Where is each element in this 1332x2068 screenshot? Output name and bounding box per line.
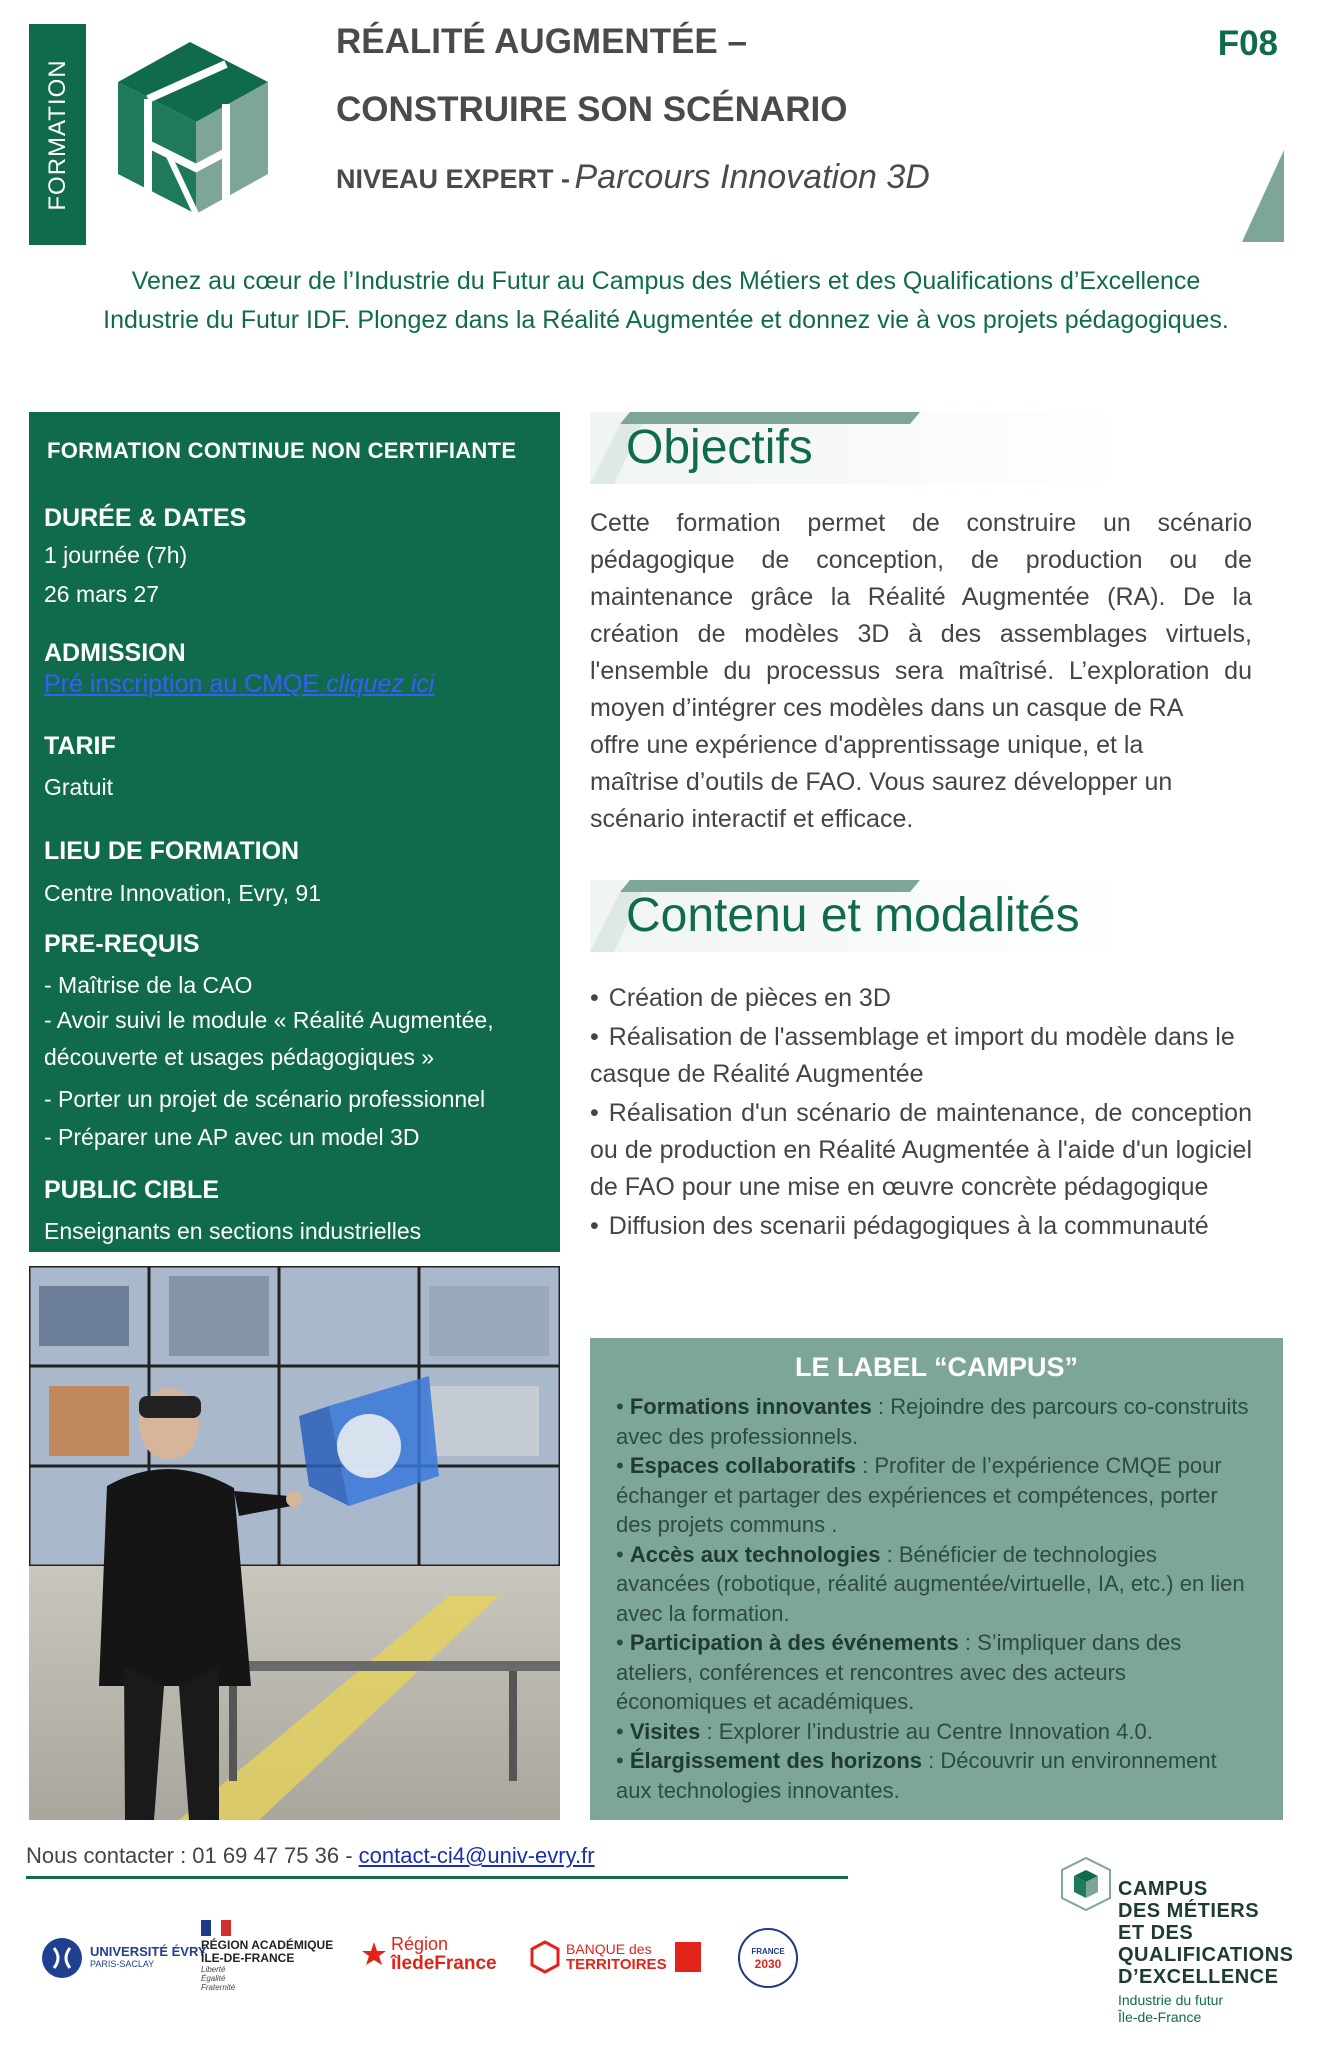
tarif-heading: TARIF <box>44 732 116 760</box>
objectifs-line: maîtrise d’outils de FAO. Vous saurez développer un <box>590 768 1173 796</box>
objectifs-line: pédagogique de conception, de production ou de <box>590 546 1252 574</box>
region-idf-line-1: Région <box>391 1934 449 1954</box>
title-line-1: RÉALITÉ AUGMENTÉE – <box>336 22 747 61</box>
lieu-heading: LIEU DE FORMATION <box>44 837 300 865</box>
cmqe-line: D’EXCELLENCE <box>1118 1966 1279 1988</box>
course-code: F08 <box>1217 24 1278 63</box>
public-heading: PUBLIC CIBLE <box>44 1176 219 1204</box>
cmqe-logo <box>1058 1856 1328 2066</box>
objectifs-line: moyen d’intégrer ces modèles dans un casque de RA <box>590 694 1184 722</box>
objectifs-heading: Objectifs <box>626 421 813 474</box>
label-item: • Visites : Explorer l’industrie au Centre Innovation 4.0. <box>616 1718 1153 1744</box>
cmqe-subtitle <box>1118 1992 1223 2026</box>
level-label: NIVEAU EXPERT - <box>336 164 571 194</box>
motto-egalite: Égalité <box>201 1974 226 1983</box>
tarif-value: Gratuit <box>44 774 114 800</box>
label-campus-list <box>616 1392 1256 1805</box>
region-acad-line-1: RÉGION ACADÉMIQUE <box>201 1938 334 1952</box>
intro-paragraph <box>40 262 1292 340</box>
cmqe-line: DES MÉTIERS <box>1118 1900 1260 1922</box>
motto-fraternite: Fraternité <box>201 1983 236 1992</box>
banque-line-2: TERRITOIRES <box>566 1956 667 1973</box>
prereq-item: - Maîtrise de la CAO <box>44 972 253 998</box>
cmqe-badge-icon <box>1058 1856 1114 1916</box>
level-line <box>336 158 930 197</box>
star-icon <box>361 1941 387 1967</box>
title-line-2: CONSTRUIRE SON SCÉNARIO <box>336 90 848 129</box>
list-item: • Diffusion des scenarii pédagogiques à la communauté <box>590 1212 1209 1240</box>
intro-line-2: Industrie du Futur IDF. Plongez dans la Réalité Augmentée et donnez vie à vos projets pédagogiques. <box>103 306 1229 334</box>
univ-evry-name: UNIVERSITÉ ÉVRY <box>90 1944 207 1959</box>
banque-line-1: BANQUE des <box>566 1941 652 1957</box>
univ-evry-logo <box>40 1936 207 1980</box>
univ-evry-emblem-icon <box>40 1936 84 1980</box>
cmqe-line: CAMPUS <box>1118 1878 1208 1900</box>
objectifs-line: offre une expérience d'apprentissage unique, et la <box>590 731 1144 759</box>
duration-heading: DURÉE & DATES <box>44 504 247 532</box>
intro-line-1: Venez au cœur de l’Industrie du Futur au Campus des Métiers et des Qualifications d’Excellence <box>131 267 1201 295</box>
banque-territoires-logo <box>530 1940 701 1974</box>
motto-liberte: Liberté <box>201 1965 226 1974</box>
lieu-value: Centre Innovation, Evry, 91 <box>44 880 321 906</box>
formation-side-label <box>29 24 86 245</box>
region-idf-logo <box>361 1934 497 1974</box>
program-name: Parcours Innovation 3D <box>574 158 930 196</box>
region-idf-line-2: îledeFrance <box>391 1953 497 1974</box>
label-item: • Élargissement des horizons : Découvrir un environnement aux technologies innovantes. <box>616 1748 1217 1803</box>
france2030-line-2: 2030 <box>754 1957 782 1971</box>
prereq-item: - Porter un projet de scénario professionnel <box>44 1086 486 1112</box>
france-2030-logo <box>738 1928 798 1988</box>
objectifs-line: l'ensemble du processus sera maîtrisé. L’exploration du <box>590 657 1252 685</box>
caisse-depots-icon <box>675 1942 701 1972</box>
univ-evry-sub: PARIS-SACLAY <box>90 1959 155 1969</box>
contact-phone: Nous contacter : 01 69 47 75 36 - <box>26 1843 359 1868</box>
contact-email-link[interactable]: contact-ci4@univ-evry.fr <box>358 1843 595 1868</box>
objectifs-line: maintenance grâce la Réalité Augmentée (RA). De la <box>590 583 1252 611</box>
label-item: • Accès aux technologies : Bénéficier de technologies avancées (robotique, réalité augmentée/virtuelle, IA, etc.) en lien avec la formation. <box>616 1541 1245 1626</box>
admission-link-line <box>44 670 434 699</box>
contenu-section-header <box>590 880 1125 952</box>
cmqe-sub-line: Industrie du futur <box>1118 1992 1224 2008</box>
partner-logos <box>36 1920 836 2010</box>
objectifs-line: création de modèles 3D à des assemblages virtuels, <box>590 620 1252 648</box>
admission-heading: ADMISSION <box>44 639 186 667</box>
prereq-item: - Avoir suivi le module « Réalité Augmentée, <box>44 1007 494 1033</box>
formation-label-text: FORMATION <box>43 58 71 211</box>
prereq-heading: PRE-REQUIS <box>44 930 200 958</box>
france2030-line-1: FRANCE <box>751 1947 785 1956</box>
corner-decoration <box>1242 150 1284 242</box>
cmqe-line: QUALIFICATIONS <box>1118 1944 1294 1966</box>
list-item: • Réalisation de l'assemblage et import du modèle dans le casque de Réalité Augmentée <box>590 1023 1235 1088</box>
french-flag-icon <box>201 1920 231 1936</box>
label-campus-title: LE LABEL “CAMPUS” <box>794 1352 1078 1382</box>
campus-cube-logo <box>108 24 298 234</box>
hexagon-icon <box>530 1940 560 1974</box>
list-item: • Réalisation d'un scénario de maintenance, de conception ou de production en Réalité Augmentée à l'aide d'un logiciel de FAO pour une mise en œuvre concrète pédagogique <box>590 1099 1252 1201</box>
info-panel <box>29 412 560 1252</box>
public-value: Enseignants en sections industrielles <box>44 1218 422 1244</box>
objectifs-section-header <box>590 412 1125 484</box>
prereq-item: découverte et usages pédagogiques » <box>44 1044 435 1070</box>
formation-type-banner: FORMATION CONTINUE NON CERTIFIANTE <box>47 438 517 463</box>
list-item: • Création de pièces en 3D <box>590 984 891 1012</box>
contenu-heading: Contenu et modalités <box>626 889 1080 942</box>
date-value: 26 mars 27 <box>44 581 160 607</box>
ar-headset-photo <box>29 1266 560 1820</box>
label-item: • Formations innovantes : Rejoindre des parcours co-construits avec des professionnels. <box>616 1394 1249 1449</box>
admission-link[interactable]: Pré inscription au CMQE cliquez ici <box>44 670 435 698</box>
cmqe-sub-line: Île-de-France <box>1118 2009 1202 2025</box>
duration-value: 1 journée (7h) <box>44 542 188 568</box>
region-academique-logo <box>201 1920 333 1992</box>
cmqe-title <box>1118 1878 1294 1988</box>
objectifs-line: Cette formation permet de construire un scénario <box>590 509 1252 537</box>
contact-line <box>26 1843 595 1869</box>
objectifs-line: scénario interactif et efficace. <box>590 805 914 833</box>
prereq-item: - Préparer une AP avec un model 3D <box>44 1124 420 1150</box>
contenu-list <box>590 980 1252 1247</box>
objectifs-paragraph <box>590 505 1252 838</box>
region-acad-line-2: ÎLE-DE-FRANCE <box>201 1951 295 1965</box>
label-campus-box <box>590 1338 1283 1820</box>
label-item: • Espaces collaboratifs : Profiter de l’expérience CMQE pour échanger et partager des expériences et compétences, porter des projets communs . <box>616 1453 1222 1537</box>
cmqe-line: ET DES <box>1118 1922 1194 1944</box>
footer-divider <box>26 1876 848 1879</box>
label-item: • Participation à des événements : S’impliquer dans des ateliers, conférences et rencontres avec des acteurs économiques et académiques. <box>616 1630 1182 1714</box>
